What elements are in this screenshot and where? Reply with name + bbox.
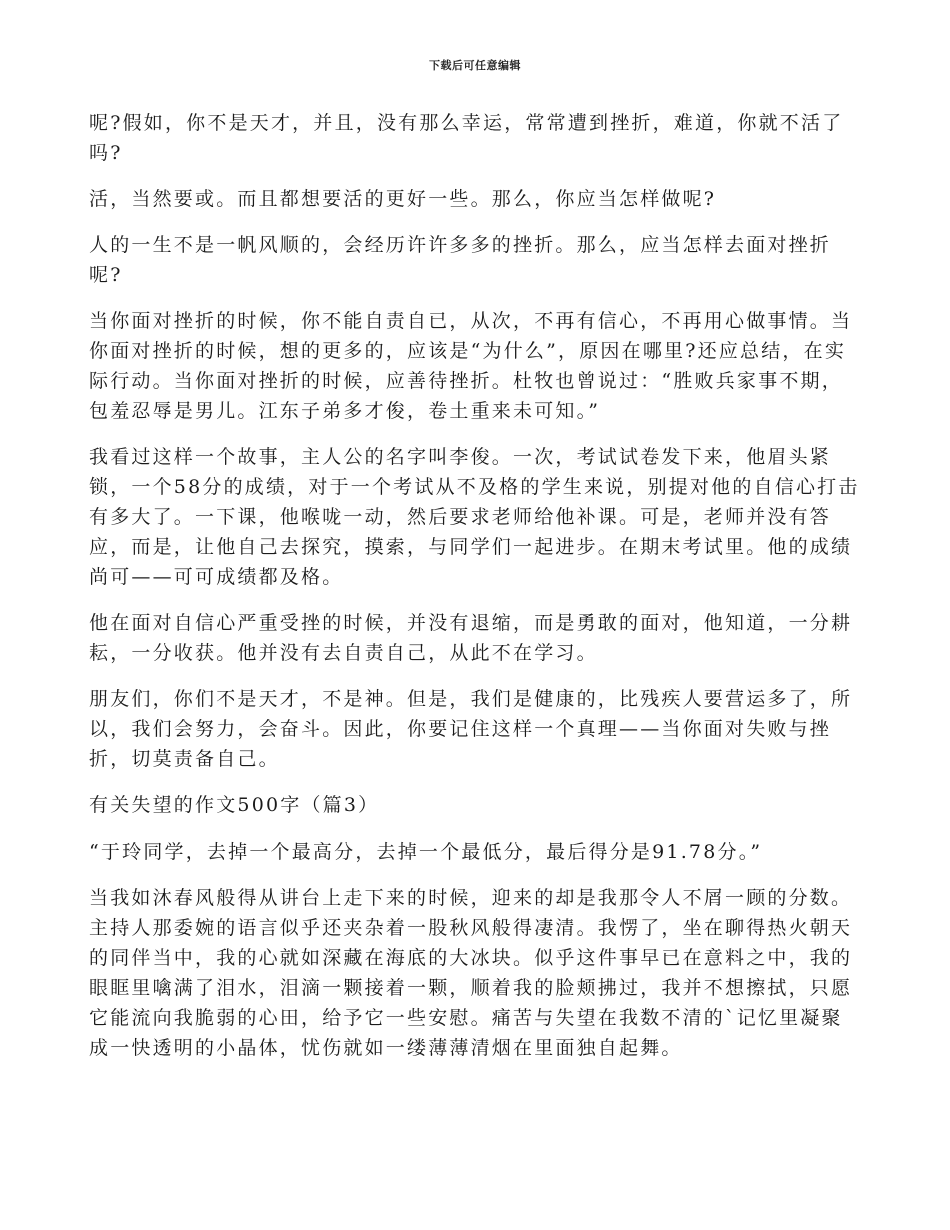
section-title: 有关失望的作文500字（篇3） <box>89 794 380 816</box>
paragraph: 我看过这样一个故事，主人公的名字叫李俊。一次，考试试卷发下来，他眉头紧锁，一个58分的成绩，对于一个考试从不及格的学生来说，别提对他的自信心打击有多大了。一下课，他喉咙一动，然后要求老师给他补课。可是，老师并没有答应，而是，让他自己去探究，摸索，与同学们一起进步。在期末考试里。他的成绩尚可——可可成绩都及格。 <box>89 446 860 588</box>
paragraph: “于玲同学，去掉一个最高分，去掉一个最低分，最后得分是91.78分。” <box>89 841 763 863</box>
paragraph: 活，当然要或。而且都想要活的更好一些。那么，你应当怎样做呢? <box>89 188 717 210</box>
document-body <box>89 108 863 1079</box>
paragraph: 人的一生不是一帆风顺的，会经历许许多多的挫折。那么，应当怎样去面对挫折呢? <box>89 234 832 286</box>
page-header: 下载后可任意编辑 <box>429 59 521 72</box>
paragraph: 当我如沐春风般得从讲台上走下来的时候，迎来的却是我那令人不屑一顾的分数。主持人那委婉的语言似乎还夹杂着一股秋风般得凄清。我愣了，坐在聊得热火朝天的同伴当中，我的心就如深藏在海底的大冰块。似乎这件事早已在意料之中，我的眼眶里噙满了泪水，泪滴一颗接着一颗，顺着我的脸颊拂过，我并不想擦拭，只愿它能流向我脆弱的心田，给予它一些安慰。痛苦与失望在我数不清的`记忆里凝聚成一快透明的小晶体，忧伤就如一缕薄薄清烟在里面独自起舞。 <box>89 887 853 1059</box>
paragraph: 当你面对挫折的时候，你不能自责自已，从次，不再有信心，不再用心做事情。当你面对挫折的时候，想的更多的，应该是“为什么”，原因在哪里?还应总结，在实际行动。当你面对挫折的时候，应善待挫折。杜牧也曾说过：“胜败兵家事不期，包羞忍辱是男儿。江东子弟多才俊，卷土重来未可知。” <box>89 310 853 422</box>
paragraph: 呢?假如，你不是天才，并且，没有那么幸运，常常遭到挫折，难道，你就不活了吗? <box>89 112 844 164</box>
paragraph: 他在面对自信心严重受挫的时候，并没有退缩，而是勇敢的面对，他知道，一分耕耘，一分收获。他并没有去自责自己，从此不在学习。 <box>89 612 853 664</box>
paragraph: 朋友们，你们不是天才，不是神。但是，我们是健康的，比残疾人要营运多了，所以，我们会努力，会奋斗。因此，你要记住这样一个真理——当你面对失败与挫折，切莫责备自己。 <box>89 688 853 770</box>
